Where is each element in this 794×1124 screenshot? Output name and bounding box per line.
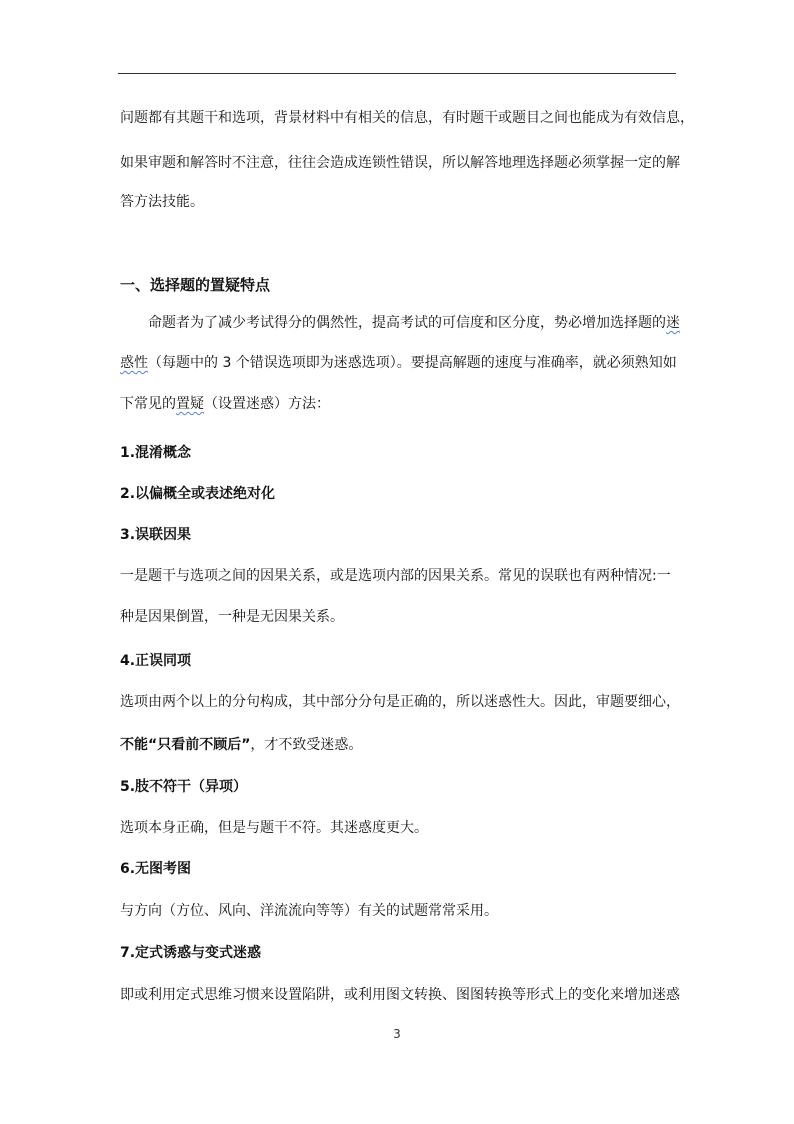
section-heading: 一、选择题的置疑特点 (120, 276, 271, 294)
item-1-heading: 1.混淆概念 (120, 445, 192, 461)
section-intro-text: 命题者为了减少考试得分的偶然性，提高考试的可信度和区分度，势必增加选择题的 (148, 315, 666, 331)
header-rule (118, 73, 676, 74)
item-3-text-line-1: 一是题干与选项之间的因果关系，或是选项内部的因果关系。常见的误联也有两种情况:一 (120, 568, 671, 584)
section-intro-text: （设置迷惑）方法： (204, 396, 330, 412)
item-5-heading: 5.肢不符干（异项） (120, 779, 248, 795)
section-intro-text: （每题中的 3 个错误选项即为迷惑选项）。要提高解题的速度与准确率，就必须熟知如 (148, 355, 677, 371)
squiggle-word: 置疑 (176, 396, 204, 412)
intro-paragraph-line-3: 答方法技能。 (120, 194, 204, 210)
item-6-text: 与方向（方位、风向、洋流流向等等）有关的试题常常采用。 (120, 903, 498, 919)
section-intro-line-2 (120, 353, 680, 373)
page-number: 3 (393, 1027, 401, 1041)
item-7-heading: 7.定式诱惑与变式迷惑 (120, 945, 262, 961)
item-5-text: 选项本身正确，但是与题干不符。其迷惑度更大。 (120, 820, 428, 836)
squiggle-word: 惑性 (120, 355, 148, 371)
intro-paragraph-line-2: 如果审题和解答时不注意，往往会造成连锁性错误，所以解答地理选择题必须掌握一定的解 (120, 155, 680, 171)
section-intro-text: 下常见的 (120, 396, 176, 412)
item-4-heading: 4.正误同项 (120, 653, 192, 669)
item-2-heading: 2.以偏概全或表述绝对化 (120, 486, 276, 502)
item-6-heading: 6.无图考图 (120, 861, 192, 877)
item-3-heading: 3.误联因果 (120, 527, 192, 543)
section-intro-line-3 (120, 394, 680, 414)
item-4-text: ，才不致受迷惑。 (250, 737, 363, 753)
item-3-text-line-2: 种是因果倒置，一种是无因果关系。 (120, 609, 344, 625)
intro-paragraph-line-1: 问题都有其题干和选项，背景材料中有相关的信息，有时题干或题目之间也能成为有效信息， (120, 110, 694, 126)
item-7-text: 即或利用定式思维习惯来设置陷阱，或利用图文转换、图图转换等形式上的变化来增加迷惑 (120, 987, 680, 1003)
section-intro-line-1 (148, 313, 708, 333)
item-4-text-line-1: 选项由两个以上的分句构成，其中部分分句是正确的，所以迷惑性大。因此，审题要细心， (120, 694, 680, 710)
item-4-text-line-2 (120, 735, 680, 755)
squiggle-word: 迷 (666, 315, 680, 331)
emphasis-text: 不能“只看前不顾后” (120, 737, 251, 753)
